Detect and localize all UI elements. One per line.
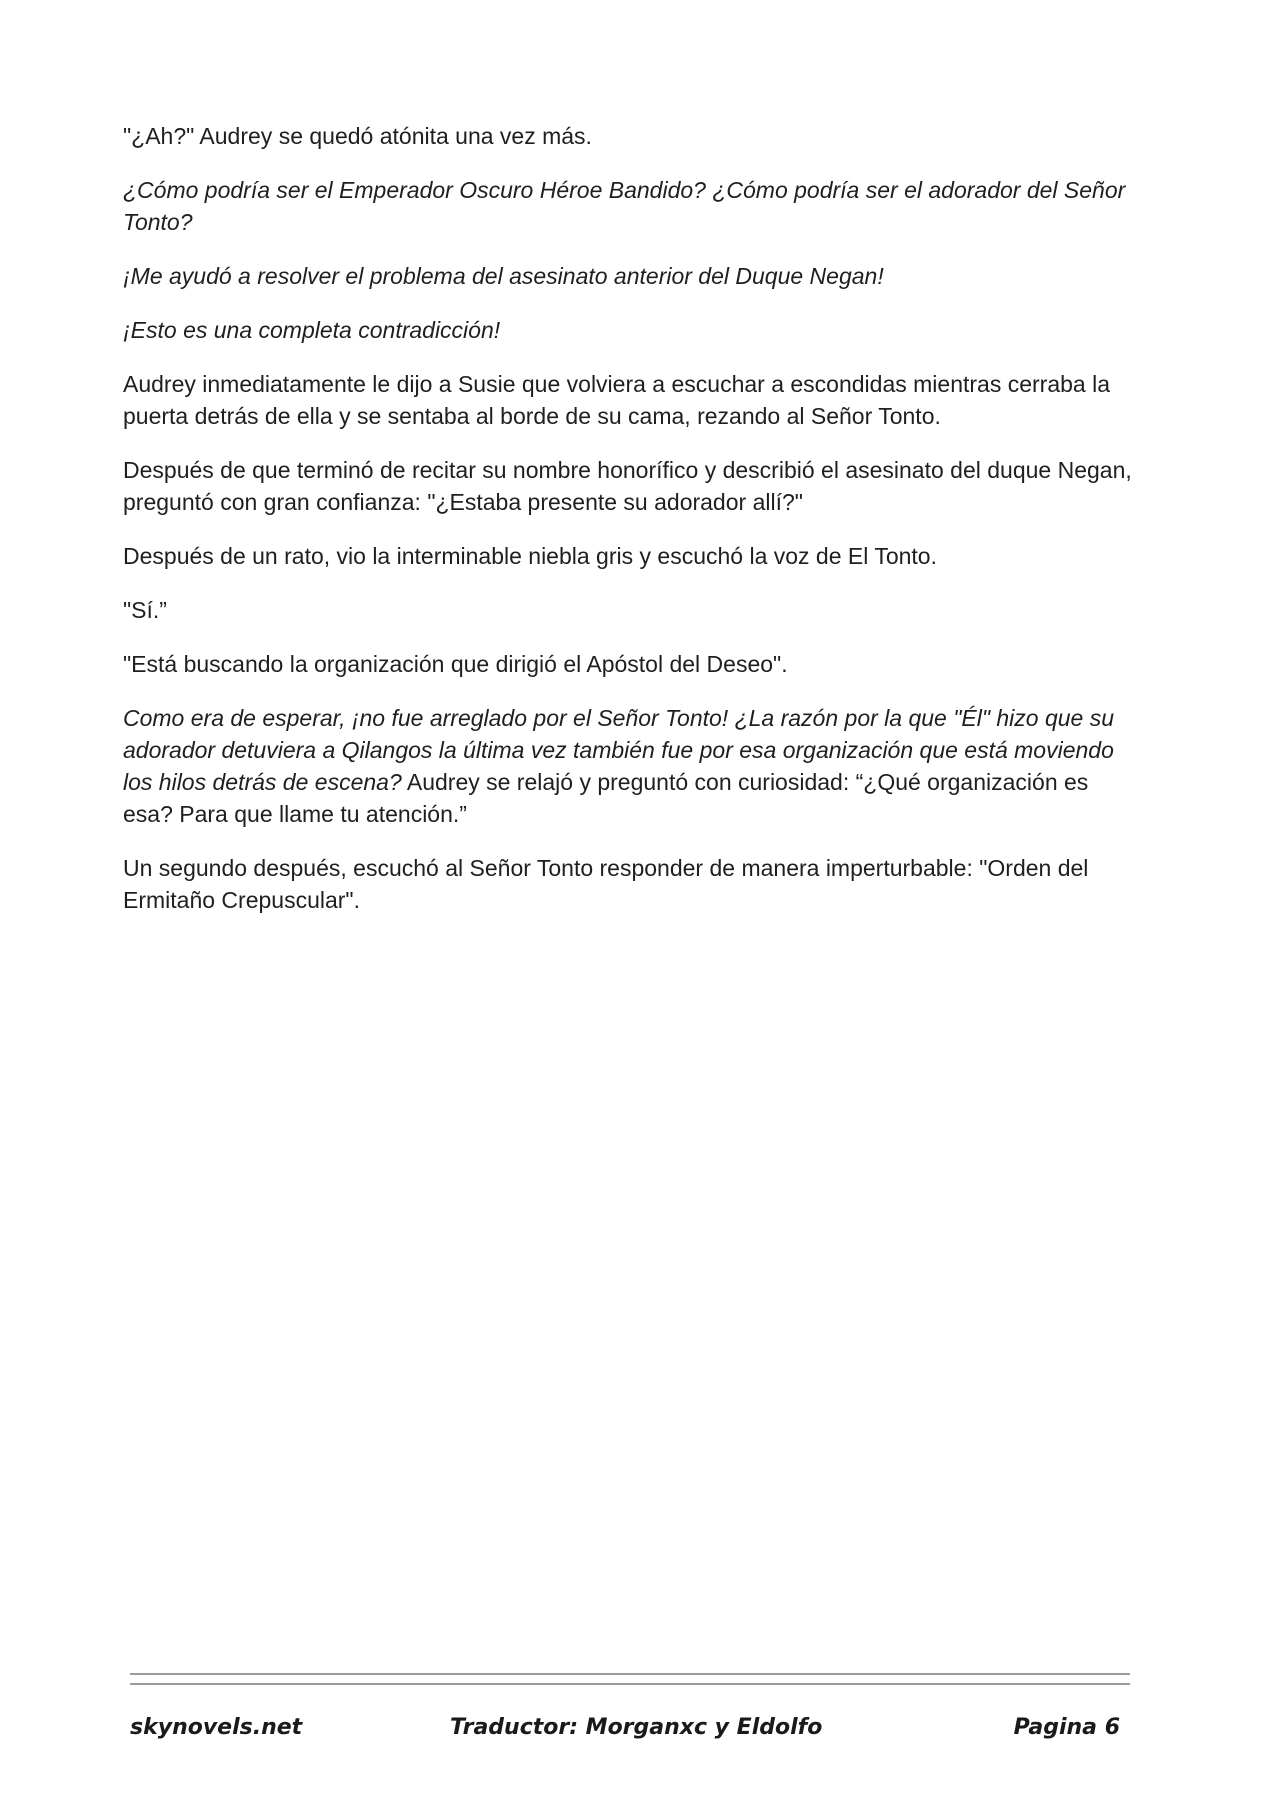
paragraph-5: Audrey inmediatamente le dijo a Susie que volviera a escuchar a escondidas mientras cerraba la puerta detrás de ella y se sentaba al borde de su cama, rezando al Señor Tonto. — [123, 371, 1110, 429]
footer-page-number: Pagina 6 — [1013, 1715, 1120, 1740]
paragraph-10-normal-part: Audrey se relajó y preguntó con curiosidad: “¿Qué organización es esa? Para que llame tu atención.” — [123, 769, 1089, 827]
paragraph-11: Un segundo después, escuchó al Señor Tonto responder de manera imperturbable: "Orden del Ermitaño Crepuscular". — [123, 855, 1089, 913]
page-footer — [130, 1715, 1130, 1747]
paragraph-10-italic-part: Como era de esperar, ¡no fue arreglado por el Señor Tonto! ¿La razón por la que "Él" hizo que su adorador detuviera a Qilangos la última vez también fue por esa organización que está moviendo los hilos detrás de escena? — [123, 705, 1115, 795]
footer-translator: Traductor: Morganxc y Eldolfo — [450, 1715, 823, 1740]
footer-site: skynovels.net — [130, 1715, 303, 1740]
page-body — [123, 120, 1133, 938]
paragraph-4: ¡Esto es una completa contradicción! — [123, 317, 501, 343]
paragraph-8: "Sí.” — [123, 597, 167, 623]
footer-divider-bottom — [130, 1683, 1130, 1685]
paragraph-9: "Está buscando la organización que dirigió el Apóstol del Deseo". — [123, 651, 788, 677]
paragraph-2: ¿Cómo podría ser el Emperador Oscuro Héroe Bandido? ¿Cómo podría ser el adorador del Señor Tonto? — [123, 177, 1126, 235]
paragraph-10 — [123, 702, 1133, 830]
paragraph-3: ¡Me ayudó a resolver el problema del asesinato anterior del Duque Negan! — [123, 263, 884, 289]
footer-divider-top — [130, 1673, 1130, 1675]
paragraph-1: "¿Ah?" Audrey se quedó atónita una vez más. — [123, 123, 592, 149]
paragraph-6: Después de que terminó de recitar su nombre honorífico y describió el asesinato del duque Negan, preguntó con gran confianza: "¿Estaba presente su adorador allí?" — [123, 457, 1132, 515]
paragraph-7: Después de un rato, vio la interminable niebla gris y escuchó la voz de El Tonto. — [123, 543, 937, 569]
